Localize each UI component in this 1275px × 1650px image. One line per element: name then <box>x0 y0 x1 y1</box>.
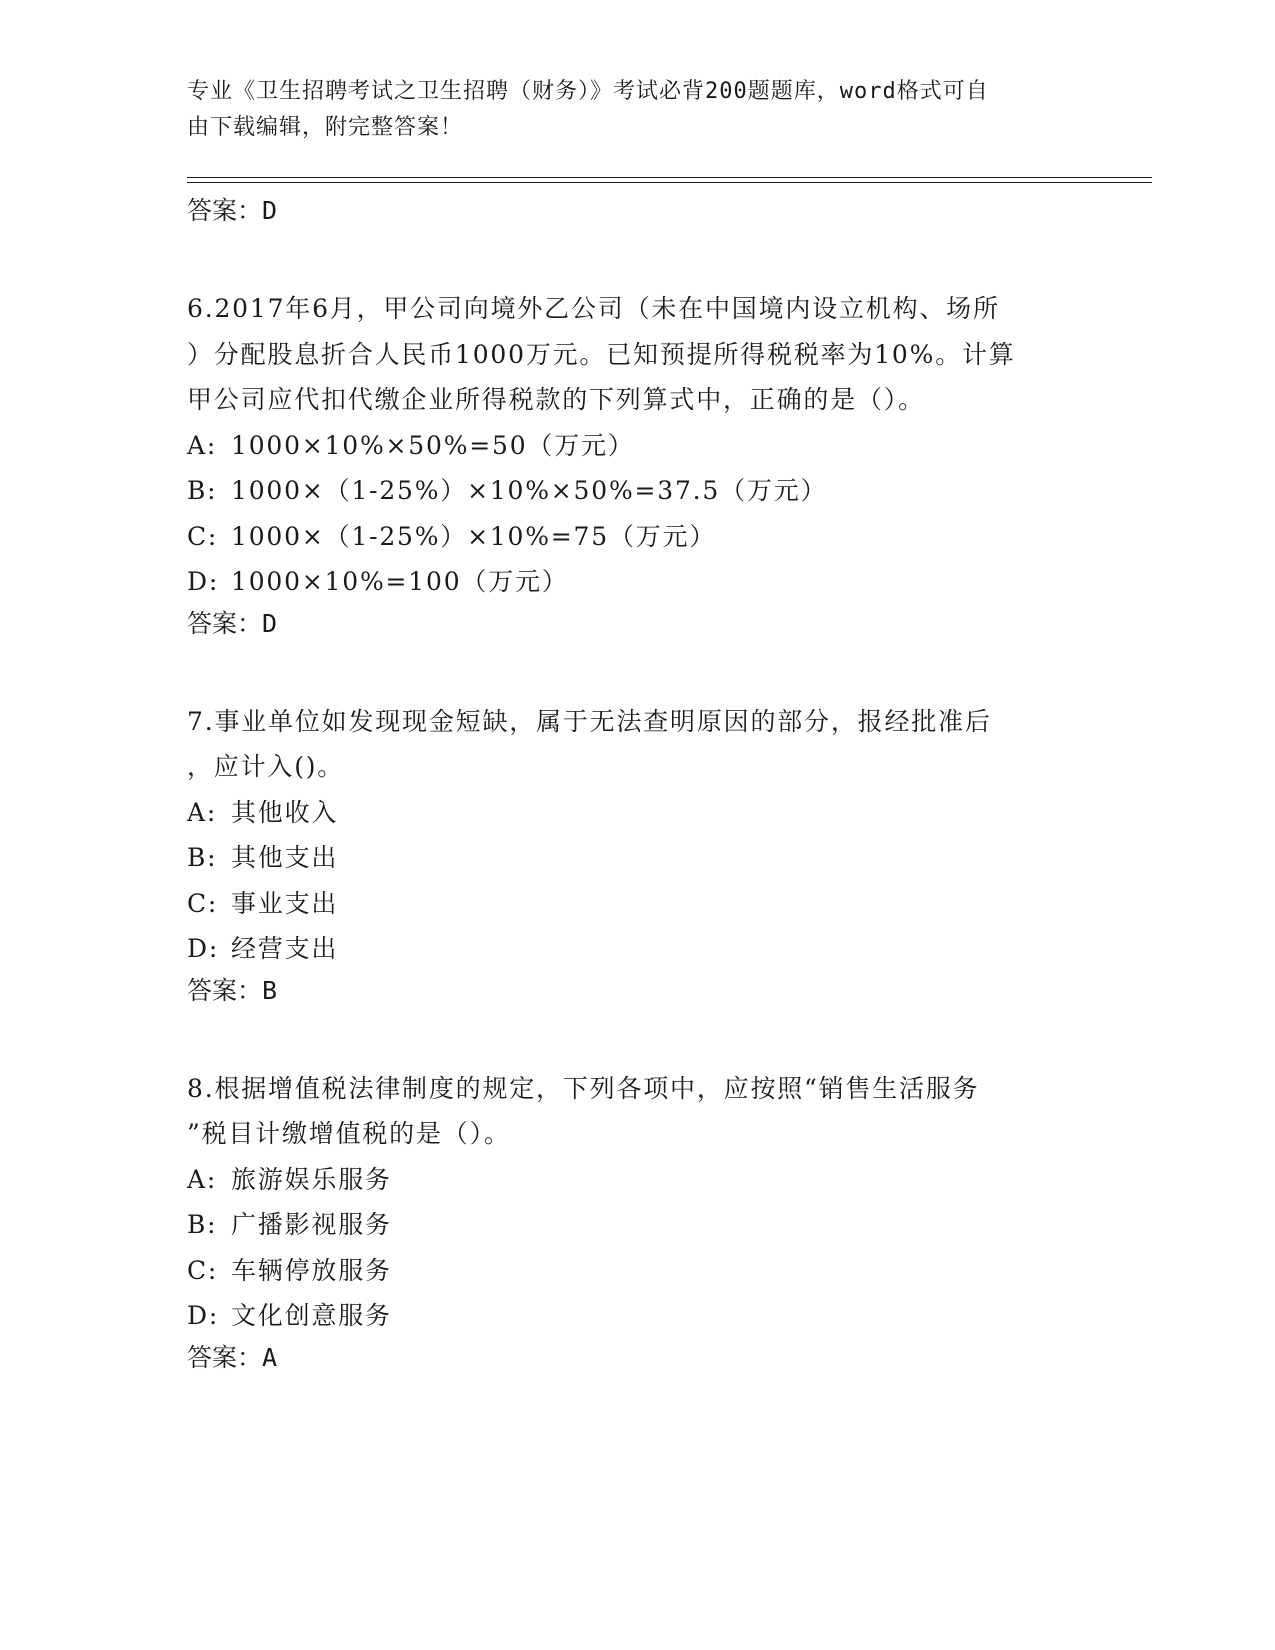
option-text: 其他支出 <box>231 843 339 872</box>
question-8 <box>187 1066 1087 1377</box>
option-text: 1000×10%=100（万元） <box>231 567 569 596</box>
option-b <box>187 835 1087 881</box>
question-stem-line: 6.2017年6月，甲公司向境外乙公司（未在中国境内设立机构、场所 <box>187 294 1000 323</box>
header-rule-top <box>187 177 1152 178</box>
option-key: C: <box>187 888 219 918</box>
option-b <box>187 468 1087 514</box>
option-key: B: <box>187 476 218 505</box>
document-body <box>187 192 1087 1377</box>
option-key: C: <box>187 521 219 551</box>
header-line-2: 由下载编辑，附完整答案！ <box>187 115 464 140</box>
header-line-1: 专业《卫生招聘考试之卫生招聘（财务）》考试必背200题题库，word格式可自 <box>187 79 989 104</box>
option-b <box>187 1202 1087 1248</box>
question-stem-line: ，应计入()。 <box>187 752 345 781</box>
question-stem-line: ”税目计缴增值税的是（）。 <box>187 1119 511 1148</box>
option-a <box>187 423 1087 469</box>
option-key: D: <box>187 1301 220 1330</box>
question-7 <box>187 699 1087 1010</box>
question-6 <box>187 286 1087 643</box>
option-a <box>187 1157 1087 1203</box>
option-d <box>187 559 1087 605</box>
option-text: 经营支出 <box>231 934 339 963</box>
option-key: B: <box>187 843 218 872</box>
question-stem-line: 8.根据增值税法律制度的规定，下列各项中，应按照“销售生活服务 <box>187 1073 980 1103</box>
option-key: C: <box>187 1255 219 1285</box>
answer: 答案：A <box>187 1342 278 1372</box>
option-d <box>187 926 1087 972</box>
option-text: 1000×（1-25%）×10%×50%=37.5（万元） <box>231 476 828 505</box>
option-c <box>187 514 1087 560</box>
option-key: A: <box>187 430 218 460</box>
option-text: 文化创意服务 <box>231 1301 392 1330</box>
previous-answer: 答案：D <box>187 196 278 225</box>
option-text: 车辆停放服务 <box>231 1255 392 1285</box>
answer: 答案：B <box>187 975 278 1005</box>
option-text: 其他收入 <box>231 797 339 827</box>
option-text: 旅游娱乐服务 <box>231 1164 392 1194</box>
option-d <box>187 1293 1087 1339</box>
option-text: 1000×10%×50%=50（万元） <box>231 430 635 460</box>
option-c <box>187 1248 1087 1294</box>
option-key: A: <box>187 797 218 827</box>
question-stem-line: ）分配股息折合人民币1000万元。已知预提所得税税率为10%。计算 <box>187 339 1016 369</box>
option-text: 1000×（1-25%）×10%=75（万元） <box>231 521 717 551</box>
question-stem-line: 甲公司应代扣代缴企业所得税款的下列算式中，正确的是（）。 <box>187 385 925 414</box>
option-key: D: <box>187 567 220 596</box>
header-rule-bottom <box>187 182 1152 183</box>
page-header <box>187 74 1067 146</box>
option-text: 广播影视服务 <box>231 1210 392 1239</box>
option-text: 事业支出 <box>231 888 339 918</box>
option-c <box>187 881 1087 927</box>
option-key: D: <box>187 934 220 963</box>
option-key: A: <box>187 1164 218 1194</box>
option-key: B: <box>187 1210 218 1239</box>
answer: 答案：D <box>187 608 278 638</box>
question-stem-line: 7.事业单位如发现现金短缺，属于无法查明原因的部分，报经批准后 <box>187 706 992 736</box>
option-a <box>187 790 1087 836</box>
